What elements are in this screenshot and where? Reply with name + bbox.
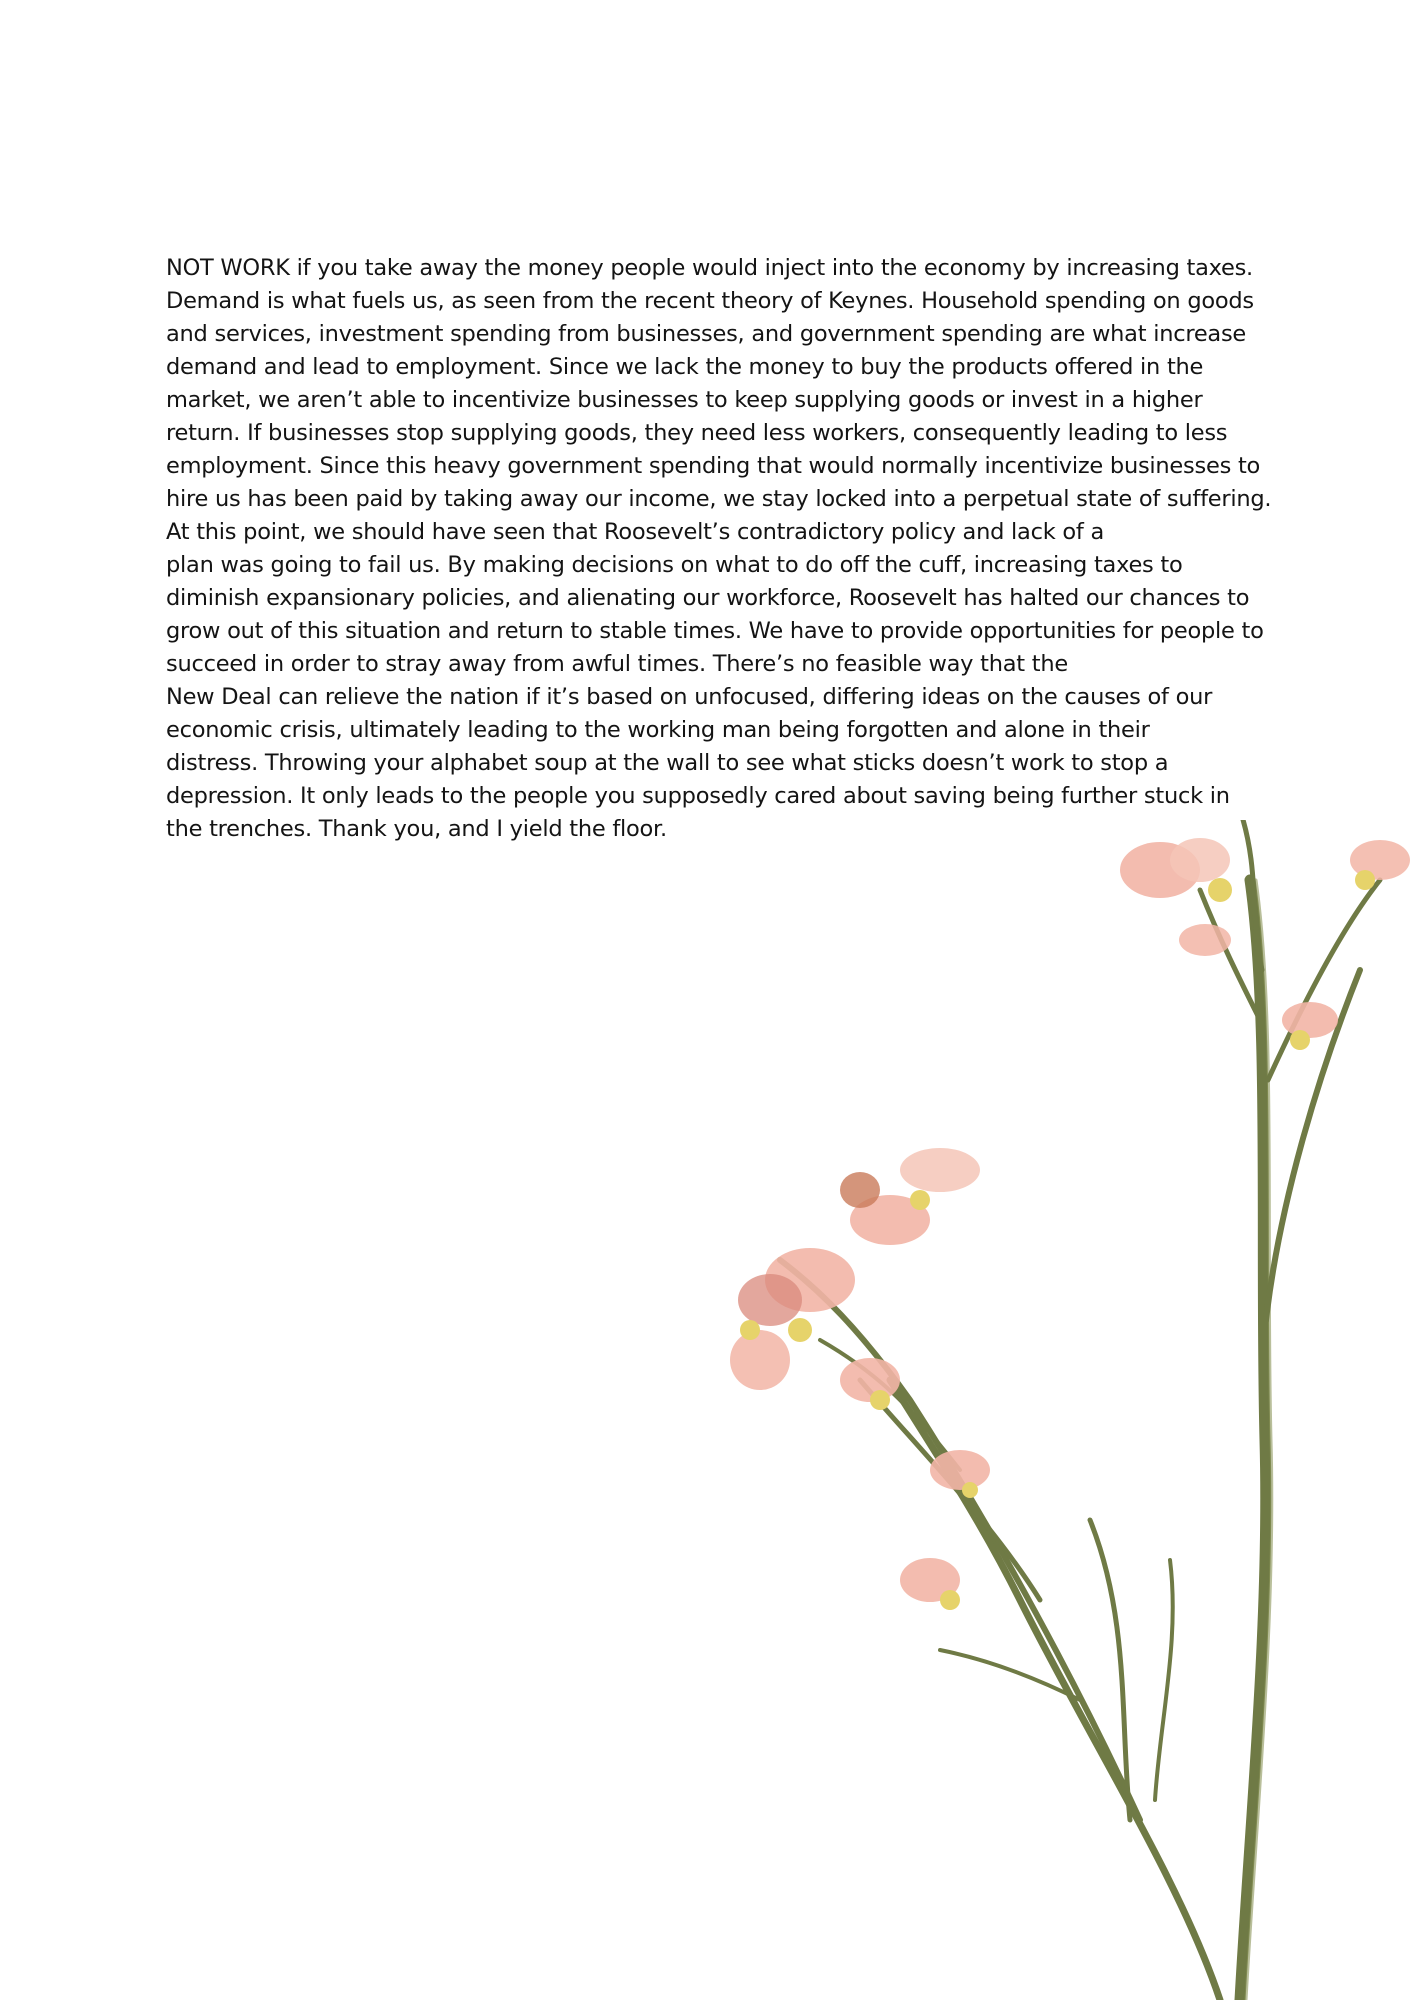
- bud: [962, 1482, 978, 1498]
- flower-stems: [780, 820, 1380, 2000]
- text-line: NOT WORK if you take away the money people would inject into the economy by increasing taxes.: [166, 255, 1253, 281]
- lower-branch-stem: [780, 1260, 1140, 1820]
- grass-blade-2: [1155, 1560, 1173, 1800]
- bud: [910, 1190, 930, 1210]
- text-line: succeed in order to stray away from awful times. There’s no feasible way that the: [166, 651, 1068, 677]
- text-line: diminish expansionary policies, and alienating our workforce, Roosevelt has halted our chances to: [166, 585, 1250, 611]
- bud: [1355, 870, 1375, 890]
- bud: [788, 1318, 812, 1342]
- petal: [1282, 1002, 1338, 1038]
- text-line: grow out of this situation and return to stable times. We have to provide opportunities for people to: [166, 618, 1264, 644]
- bud: [870, 1390, 890, 1410]
- text-line: Demand is what fuels us, as seen from the recent theory of Keynes. Household spending on goods: [166, 288, 1254, 314]
- text-line: distress. Throwing your alphabet soup at the wall to see what sticks doesn’t work to stop a: [166, 750, 1169, 776]
- text-line: return. If businesses stop supplying goods, they need less workers, consequently leading to less: [166, 420, 1228, 446]
- text-line: New Deal can relieve the nation if it’s based on unfocused, differing ideas on the causes of our: [166, 684, 1213, 710]
- petal: [840, 1172, 880, 1208]
- right-stem-2: [1268, 880, 1380, 1080]
- petal: [1179, 924, 1231, 956]
- bud: [1290, 1030, 1310, 1050]
- petal: [1170, 838, 1230, 882]
- text-line: employment. Since this heavy government spending that would normally incentivize businesses to: [166, 453, 1261, 479]
- petal: [930, 1450, 990, 1490]
- text-line: hire us has been paid by taking away our income, we stay locked into a perpetual state of suffering.: [166, 486, 1272, 512]
- text-line: depression. It only leads to the people you supposedly cared about saving being further stuck in: [166, 783, 1230, 809]
- main-stem: [1240, 880, 1266, 2000]
- text-line: and services, investment spending from businesses, and government spending are what increase: [166, 321, 1247, 347]
- bud: [940, 1590, 960, 1610]
- bud: [1208, 878, 1232, 902]
- text-line: demand and lead to employment. Since we lack the money to buy the products offered in the: [166, 354, 1204, 380]
- text-line: market, we aren’t able to incentivize businesses to keep supplying goods or invest in a higher: [166, 387, 1203, 413]
- petal: [840, 1358, 900, 1402]
- petal: [900, 1148, 980, 1192]
- bud: [740, 1320, 760, 1340]
- body-text: [166, 252, 1272, 846]
- text-line: plan was going to fail us. By making decisions on what to do off the cuff, increasing taxes to: [166, 552, 1183, 578]
- petal: [730, 1330, 790, 1390]
- text-line: At this point, we should have seen that Roosevelt’s contradictory policy and lack of a: [166, 519, 1105, 545]
- text-line: the trenches. Thank you, and I yield the floor.: [166, 816, 667, 842]
- flower-cluster-lower: [730, 1148, 990, 1610]
- text-line: economic crisis, ultimately leading to the working man being forgotten and alone in their: [166, 717, 1150, 743]
- petal: [738, 1274, 802, 1326]
- pressed-flower-illustration: [660, 820, 1414, 2000]
